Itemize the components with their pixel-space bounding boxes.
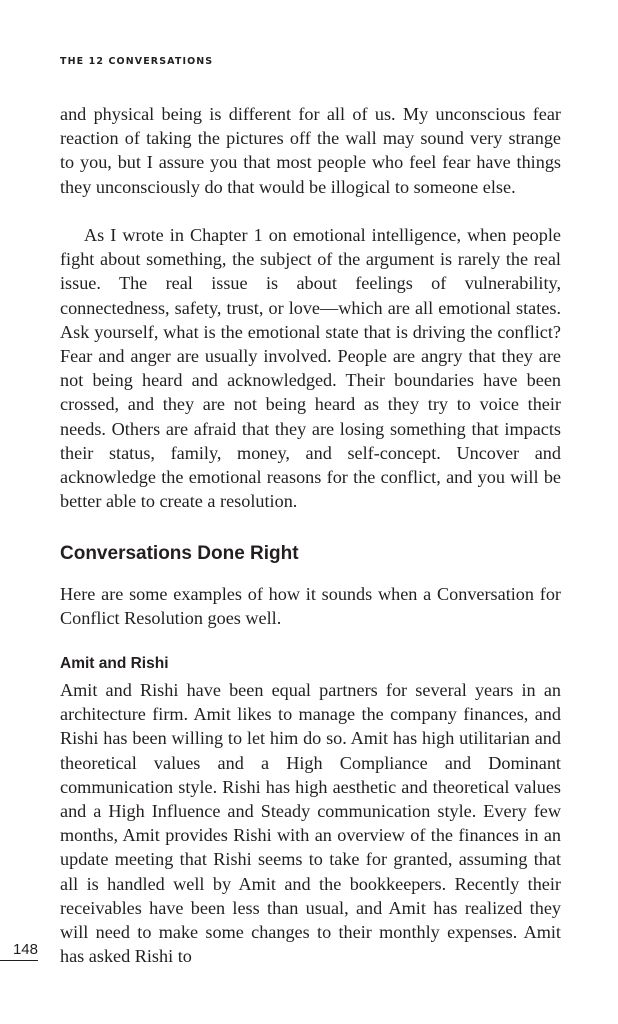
page-number: 148 bbox=[0, 941, 38, 961]
subsection-paragraph: Amit and Rishi have been equal partners for several years in an architecture firm. Amit likes to manage the company finances, and Rishi has been willing to let him do so. Amit has high utilitarian and theoretical values and a High Compliance and Dominant communication style. Rishi has high aesthetic and theoretical values and a High Influence and Steady communication style. Every few months, Amit provides Rishi with an overview of the finances in an update meeting that Rishi seems to take for granted, assuming that all is handled well by Amit and the bookkeepers. Recently their receivables have been less than usual, and Amit has realized they will need to make some changes to their monthly expenses. Amit has asked Rishi to bbox=[60, 680, 561, 967]
running-head: THE 12 CONVERSATIONS bbox=[60, 56, 214, 67]
subsection-heading: Amit and Rishi bbox=[60, 655, 169, 672]
paragraph-emotional-intelligence: As I wrote in Chapter 1 on emotional intelligence, when people fight about something, the subject of the argument is rarely the real issue. The real issue is about feelings of vulnerability, connectedness, safety, trust, or love—which are all emotional states. Ask yourself, what is the emotional state that is driving the conflict? Fear and anger are usually involved. People are angry that they are not being heard and acknowledged. Their boundaries have been crossed, and they are not being heard as they try to voice their needs. Others are afraid that they are losing something that impacts their status, family, money, and self-concept. Uncover and acknowledge the emotional reasons for the conflict, and you will be better able to create a resolution. bbox=[60, 225, 561, 512]
section-heading: Conversations Done Right bbox=[60, 543, 299, 564]
section-intro: Here are some examples of how it sounds when a Conversation for Conflict Resolution goes well. bbox=[60, 584, 561, 629]
paragraph-continued: and physical being is different for all of us. My unconscious fear reaction of taking the pictures off the wall may sound very strange to you, but I assure you that most people who feel fear have things they unconsciously do that would be illogical to someone else. bbox=[60, 104, 561, 197]
